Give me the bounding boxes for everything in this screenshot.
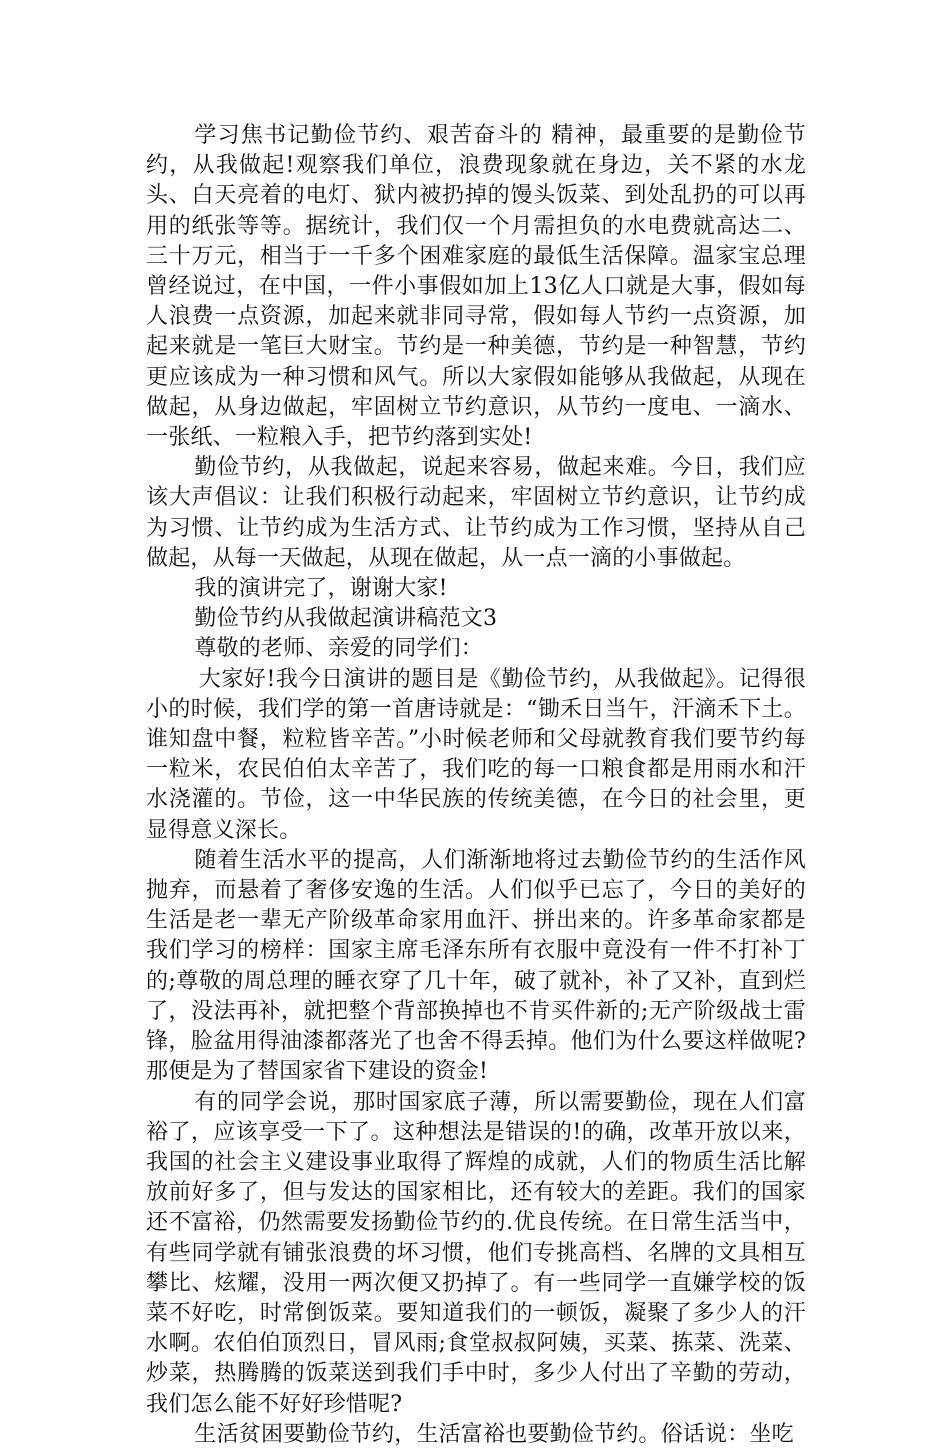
paragraph-1: 学习焦书记勤俭节约、艰苦奋斗的 精神，最重要的是勤俭节约，从我做起!观察我们单位，浪费现象就在身边，关不紧的水龙头、白天亮着的电灯、狱内被扔掉的馒头饭菜、到处乱扔的可以再用的纸张等等。据统计，我们仅一个月需担负的水电费就高达二、三十万元，相当于一千多个困难家庭的最低生活保障。温家宝总理曾经说过，在中国，一件小事假如加上13亿人口就是大事，假如每人浪费一点资源，加起来就非同寻常，假如每人节约一点资源，加起来就是一笔巨大财宝。节约是一种美德，节约是一种智慧，节约更应该成为一种习惯和风气。所以大家假如能够从我做起，从现在做起，从身边做起，牢固树立节约意识，从节约一度电、一滴水、一张纸、一粒粮入手，把节约落到实处!: [146, 123, 806, 451]
paragraph-2: 勤俭节约，从我做起，说起来容易，做起来难。今日，我们应该大声倡议：让我们积极行动起来，牢固树立节约意识，让节约成为习惯、让节约成为生活方式、让节约成为工作习惯，坚持从自己做起，从每一天做起，从现在做起，从一点一滴的小事做起。: [146, 455, 806, 571]
document-body: [146, 121, 806, 1450]
paragraph-8: 有的同学会说，那时国家底子薄，所以需要勤俭，现在人们富裕了，应该享受一下了。这种想法是错误的!的确，改革开放以来，我国的社会主义建设事业取得了辉煌的成就，人们的物质生活比解放前好多了，但与发达的国家相比，还有较大的差距。我们的国家还不富裕，仍然需要发扬勤俭节约的.优良传统。在日常生活当中，有些同学就有铺张浪费的坏习惯，他们专挑高档、名牌的文具相互攀比、炫耀，没用一两次便又扔掉了。有一些同学一直嫌学校的饭菜不好吃，时常倒饭菜。要知道我们的一顿饭，凝聚了多少人的汗水啊。农伯伯顶烈日，冒风雨;食堂叔叔阿姨，买菜、拣菜、洗菜、炒菜，热腾腾的饭菜送到我们手中时，多少人付出了辛勤的劳动，我们怎么能不好好珍惜呢?: [146, 1089, 806, 1417]
paragraph-7: 随着生活水平的提高，人们渐渐地将过去勤俭节约的生活作风抛弃，而悬着了奢侈安逸的生活。人们似乎已忘了，今日的美好的生活是老一辈无产阶级革命家用血汗、拼出来的。许多革命家都是我们学习的榜样：国家主席毛泽东所有衣服中竟没有一件不打补丁的;尊敬的周总理的睡衣穿了几十年，破了就补，补了又补，直到烂了，没法再补，就把整个背部换掉也不肯买件新的;无产阶级战士雷锋，脸盆用得油漆都落光了也舍不得丢掉。他们为什么要这样做呢?那便是为了替国家省下建设的资金!: [146, 847, 806, 1085]
paragraph-3: 我的演讲完了，谢谢大家!: [194, 576, 448, 602]
paragraph-5: 尊敬的老师、亲爱的同学们：: [194, 636, 483, 662]
paragraph-9: 生活贫困要勤俭节约，生活富裕也要勤俭节约。俗话说：坐吃: [194, 1421, 794, 1447]
paragraph-6: 大家好!我今日演讲的题目是《勤俭节约，从我做起》。记得很小的时候，我们学的第一首唐诗就是：“锄禾日当午，汗滴禾下土。谁知盘中餐，粒粒皆辛苦。”小时候老师和父母就教育我们要节约每一粒米，农民伯伯太辛苦了，我们吃的每一口粮食都是用雨水和汗水浇灌的。节俭，这一中华民族的传统美德，在今日的社会里，更显得意义深长。: [146, 666, 806, 843]
paragraph-4: 勤俭节约从我做起演讲稿范文3: [194, 606, 498, 632]
